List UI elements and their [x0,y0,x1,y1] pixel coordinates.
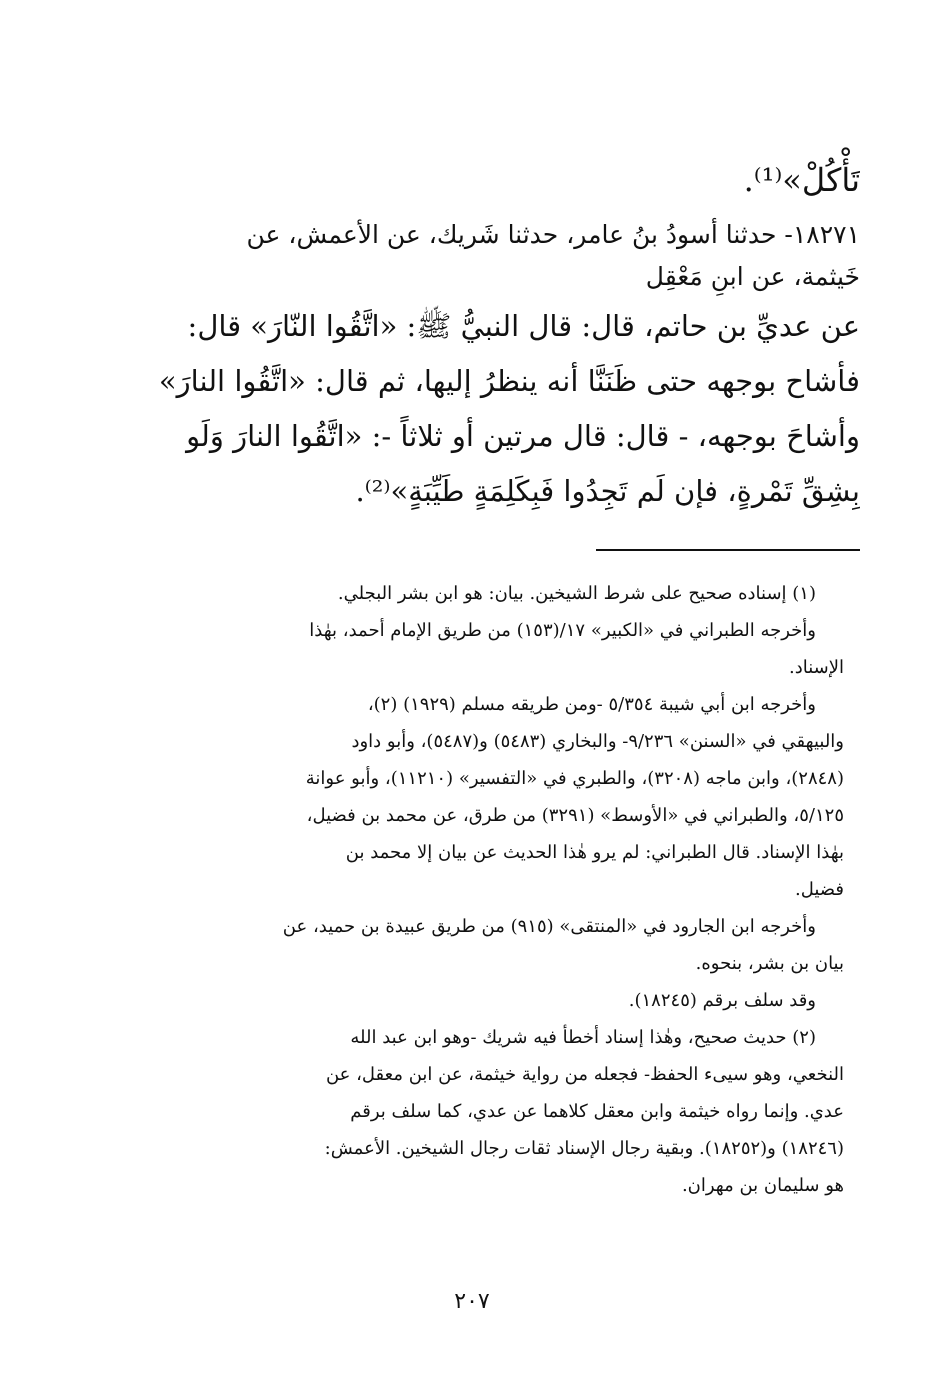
main-text-line: عن عديِّ بن حاتم، قال: قال النبيُّ ﷺ: «اتَّقُوا النّارَ» قال: [187,309,860,343]
footnote-line: وقد سلف برقم (١٨٢٤٥). [628,990,816,1011]
footnote-line: والبيهقي في «السنن» ٩/٢٣٦- والبخاري (٥٤٨٣) و(٥٤٨٧)، وأبو داود [351,731,844,752]
footnote-line: (١٨٢٤٦) و(١٨٢٥٢). وبقية رجال الإسناد ثقات رجال الشيخين. الأعمش: [324,1138,844,1159]
footnote-line: وأخرجه ابن الجارود في «المنتقى» (٩١٥) من طريق عبيدة بن حميد، عن [282,916,816,937]
footnotes [96,575,844,1204]
footnote-line: ٥/١٢٥، والطبراني في «الأوسط» (٣٢٩١) من طرق، عن محمد بن فضيل، [306,805,844,826]
footnote-line: وأخرجه ابن أبي شيبة ٥/٣٥٤ -ومن طريقه مسلم (١٩٢٩) (٢)، [367,694,816,715]
footnote-line: وأخرجه الطبراني في «الكبير» ١٧/(١٥٣) من طريق الإمام أحمد، بهٰذا [309,620,816,641]
main-text-line: وأشاحَ بوجهه، - قال: قال مرتين أو ثلاثاً -: «اتَّقُوا النارَ وَلَو [186,419,860,453]
footnote-line: بهٰذا الإسناد. قال الطبراني: لم يرو هٰذا الحديث عن بيان إلا محمد بن [345,842,844,863]
page-number: ٢٠٧ [454,1289,490,1314]
footnote-line: (٢) حديث صحيح، وهٰذا إسناد أخطأ فيه شريك -وهو ابن عبد الله [350,1027,816,1048]
footnote-line: فضيل. [795,879,844,900]
main-text-line: بِشِقِّ تَمْرةٍ، فإن لَم تَجِدُوا فَبِكَلِمَةٍ طَيِّبَةٍ»⁽²⁾. [355,474,860,508]
footnote-line: النخعي، وهو سيىء الحفظ- فجعله من رواية خيثمة، عن ابن معقل، عن [325,1064,844,1085]
footnote-line: الإسناد. [788,657,844,678]
footnote-line: بيان بن بشر، بنحوه. [695,953,844,974]
footnote-line: (١) إسناده صحيح على شرط الشيخين. بيان: هو ابن بشر البجلي. [337,583,816,604]
main-text-line: خَيثمة، عن ابنِ مَعْقِل [645,262,860,291]
main-text-line: فأشاح بوجهه حتى ظَنَنَّا أنه ينظرُ إليها، ثم قال: «اتَّقُوا النارَ» [158,364,860,398]
main-text-line: تَأْكُلْ»⁽¹⁾. [743,161,860,199]
footnote-line: هو سليمان بن مهران. [681,1175,844,1196]
main-text [84,145,860,519]
footnote-line: (٢٨٤٨)، وابن ماجه (٣٢٠٨)، والطبري في «التفسير» (١١٢١٠)، وأبو عوانة [305,768,844,789]
main-text-line: ١٨٢٧١- حدثنا أسودُ بنُ عامر، حدثنا شَريك، عن الأعمش، عن [246,220,860,249]
footnote-separator [596,549,860,551]
footnote-line: عدي. وإنما رواه خيثمة وابن معقل كلاهما عن عدي، كما سلف برقم [350,1101,844,1122]
